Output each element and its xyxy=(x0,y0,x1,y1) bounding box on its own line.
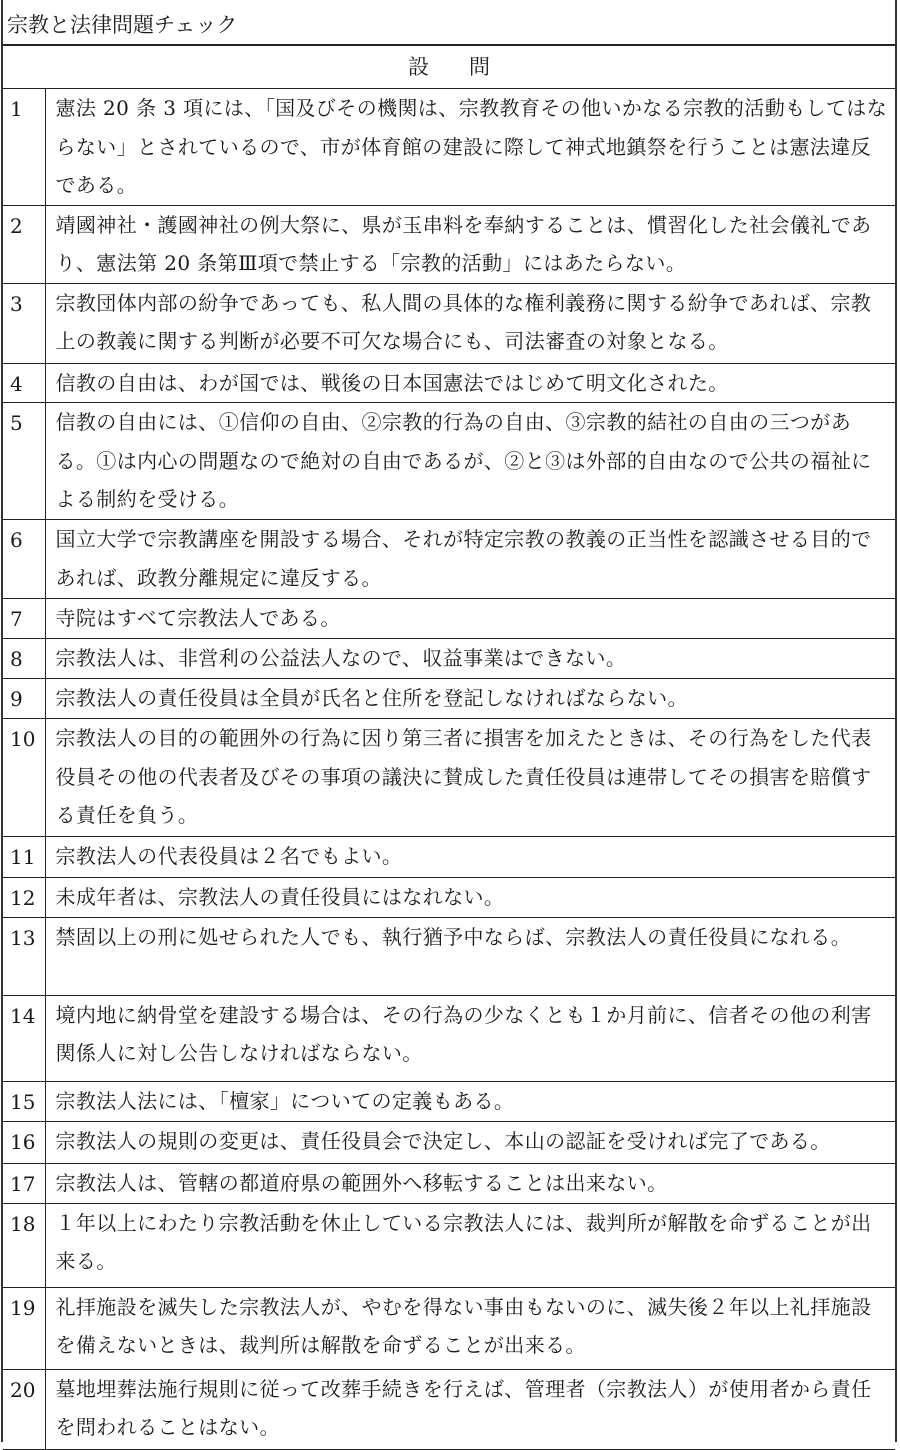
table-row xyxy=(3,1163,895,1203)
question-number: 3 xyxy=(3,283,45,363)
table-row xyxy=(3,995,895,1081)
question-number: 15 xyxy=(3,1081,45,1121)
question-text: 宗教法人の目的の範囲外の行為に因り第三者に損害を加えたときは、その行為をした代表役員その他の代表者及びその事項の議決に賛成した責任役員は連帯してその損害を賠償する責任を負う。 xyxy=(45,719,895,837)
question-number: 7 xyxy=(3,599,45,639)
question-number: 16 xyxy=(3,1121,45,1163)
question-text: 墓地埋葬法施行規則に従って改葬手続きを行えば、管理者（宗教法人）が使用者から責任を問われることはない。 xyxy=(45,1369,895,1449)
table-row xyxy=(3,205,895,283)
table-row xyxy=(3,639,895,679)
question-number: 17 xyxy=(3,1163,45,1203)
question-text: 信教の自由には、①信仰の自由、②宗教的行為の自由、③宗教的結社の自由の三つがある。①は内心の問題なので絶対の自由であるが、②と③は外部的自由なので公共の福祉による制約を受ける。 xyxy=(45,403,895,520)
question-number: 9 xyxy=(3,679,45,719)
question-number: 5 xyxy=(3,403,45,520)
table-row xyxy=(3,403,895,520)
question-text: 宗教法人の規則の変更は、責任役員会で決定し、本山の認証を受ければ完了である。 xyxy=(45,1121,895,1163)
question-text: 宗教法人法には、「檀家」についての定義もある。 xyxy=(45,1081,895,1121)
question-text: 未成年者は、宗教法人の責任役員にはなれない。 xyxy=(45,878,895,918)
question-text: 境内地に納骨堂を建設する場合は、その行為の少なくとも１か月前に、信者その他の利害関係人に対し公告しなければならない。 xyxy=(45,995,895,1081)
table-row xyxy=(3,599,895,639)
table-row xyxy=(3,1081,895,1121)
table-row xyxy=(3,520,895,599)
table-row xyxy=(3,363,895,403)
table-row xyxy=(3,1203,895,1287)
table-header: 設問 xyxy=(3,46,895,89)
quiz-page xyxy=(1,0,897,1442)
table-row xyxy=(3,283,895,363)
question-number: 13 xyxy=(3,917,45,995)
question-number: 20 xyxy=(3,1369,45,1449)
question-text: 宗教団体内部の紛争であっても、私人間の具体的な権利義務に関する紛争であれば、宗教上の教義に関する判断が必要不可欠な場合にも、司法審査の対象となる。 xyxy=(45,283,895,363)
question-number: 14 xyxy=(3,995,45,1081)
question-text: 禁固以上の刑に処せられた人でも、執行猶予中ならば、宗教法人の責任役員になれる。 xyxy=(45,917,895,995)
question-number: 8 xyxy=(3,639,45,679)
question-number: 1 xyxy=(3,89,45,206)
table-row xyxy=(3,1369,895,1449)
question-number: 10 xyxy=(3,719,45,837)
table-row xyxy=(3,917,895,995)
question-text: 宗教法人の代表役員は２名でもよい。 xyxy=(45,837,895,878)
question-text: 宗教法人は、非営利の公益法人なので、収益事業はできない。 xyxy=(45,639,895,679)
table-row xyxy=(3,837,895,878)
question-text: 宗教法人は、管轄の都道府県の範囲外へ移転することは出来ない。 xyxy=(45,1163,895,1203)
table-row xyxy=(3,679,895,719)
question-text: 国立大学で宗教講座を開設する場合、それが特定宗教の教義の正当性を認識させる目的であれば、政教分離規定に違反する。 xyxy=(45,520,895,599)
question-text: 礼拝施設を滅失した宗教法人が、やむを得ない事由もないのに、滅失後２年以上礼拝施設を備えないときは、裁判所は解散を命ずることが出来る。 xyxy=(45,1287,895,1369)
table-row xyxy=(3,1121,895,1163)
table-row xyxy=(3,1287,895,1369)
table-row xyxy=(3,89,895,206)
table-row xyxy=(3,719,895,837)
question-table xyxy=(3,46,895,1450)
question-number: 2 xyxy=(3,205,45,283)
table-header-row xyxy=(3,46,895,89)
page-title: 宗教と法律問題チェック xyxy=(3,0,895,46)
question-text: 宗教法人の責任役員は全員が氏名と住所を登記しなければならない。 xyxy=(45,679,895,719)
question-text: 靖國神社・護國神社の例大祭に、県が玉串料を奉納することは、慣習化した社会儀礼であり、憲法第 20 条第Ⅲ項で禁止する「宗教的活動」にはあたらない。 xyxy=(45,205,895,283)
table-row xyxy=(3,878,895,918)
question-number: 6 xyxy=(3,520,45,599)
question-number: 19 xyxy=(3,1287,45,1369)
question-text: 憲法 20 条 3 項には、「国及びその機関は、宗教教育その他いかなる宗教的活動もしてはならない」とされているので、市が体育館の建設に際して神式地鎮祭を行うことは憲法違反である。 xyxy=(45,89,895,206)
question-text: 寺院はすべて宗教法人である。 xyxy=(45,599,895,639)
question-number: 4 xyxy=(3,363,45,403)
question-text: １年以上にわたり宗教活動を休止している宗教法人には、裁判所が解散を命ずることが出来る。 xyxy=(45,1203,895,1287)
question-number: 18 xyxy=(3,1203,45,1287)
question-number: 12 xyxy=(3,878,45,918)
question-text: 信教の自由は、わが国では、戦後の日本国憲法ではじめて明文化された。 xyxy=(45,363,895,403)
question-number: 11 xyxy=(3,837,45,878)
